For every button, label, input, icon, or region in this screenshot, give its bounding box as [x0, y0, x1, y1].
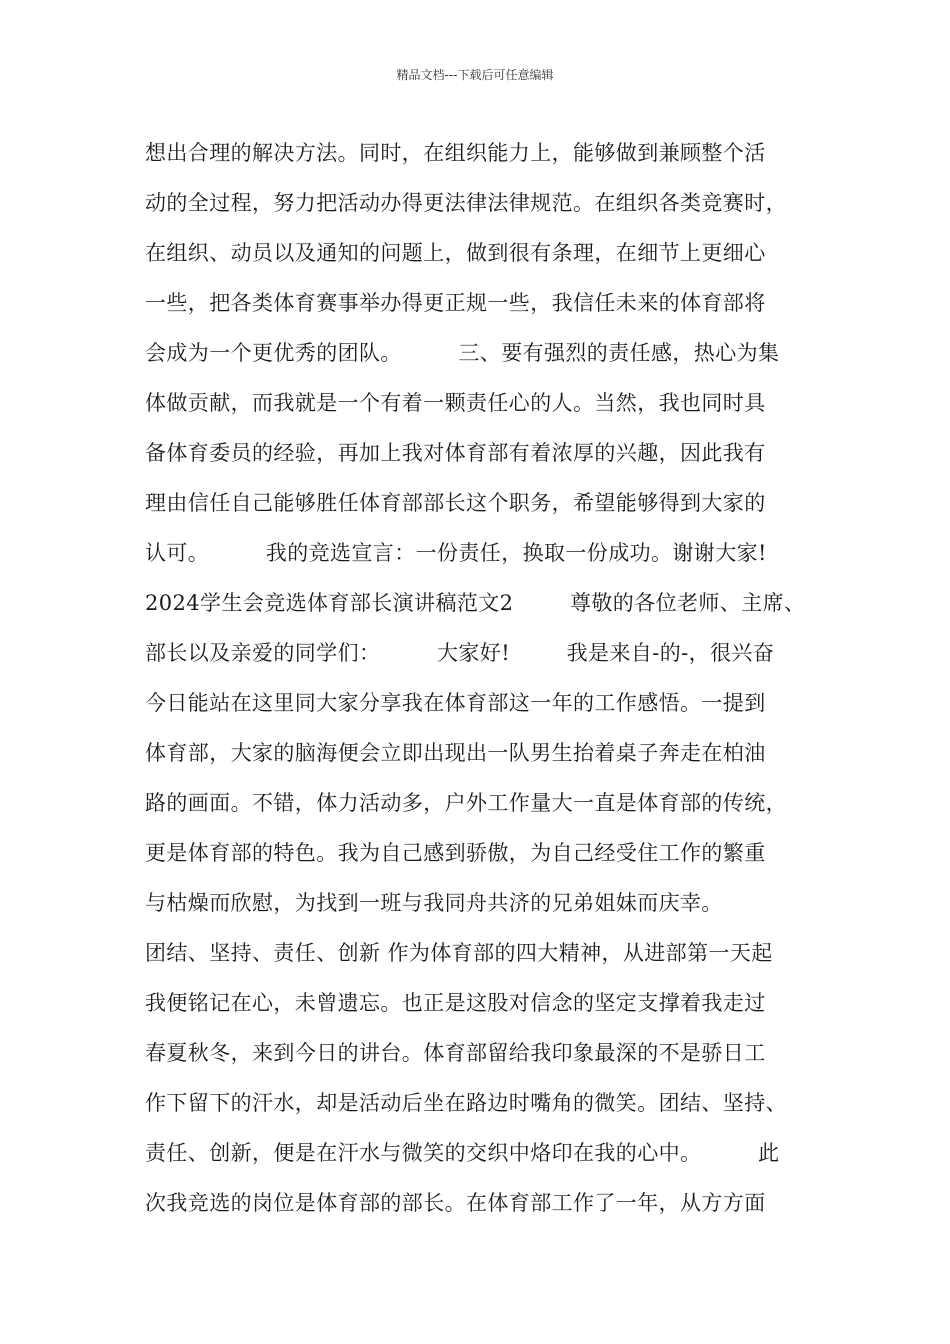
text-line: 动的全过程，努力把活动办得更法律法律规范。在组织各类竞赛时，	[145, 191, 787, 215]
text-line: 春夏秋冬，来到今日的讲台。体育部留给我印象最深的不是骄日工	[145, 1041, 766, 1065]
text-line: 会成为一个更优秀的团队。 三、要有强烈的责任感，热心为集	[145, 341, 780, 365]
text-line: 次我竞选的岗位是体育部的部长。在体育部工作了一年，从方方面	[145, 1191, 766, 1215]
text-line: 2024学生会竞选体育部长演讲稿范文2 尊敬的各位老师、主席、	[145, 591, 806, 615]
text-line: 理由信任自己能够胜任体育部部长这个职务，希望能够得到大家的	[145, 491, 766, 515]
text-line: 路的画面。不错，体力活动多，户外工作量大一直是体育部的传统，	[145, 791, 787, 815]
text-line: 我便铭记在心，未曾遗忘。也正是这股对信念的坚定支撑着我走过	[145, 991, 766, 1015]
text-line: 部长以及亲爱的同学们： 大家好! 我是来自-的-，很兴奋	[145, 641, 775, 665]
text-line: 体育部，大家的脑海便会立即出现出一队男生抬着桌子奔走在柏油	[145, 741, 766, 765]
text-line: 想出合理的解决方法。同时，在组织能力上，能够做到兼顾整个活	[145, 141, 766, 165]
text-line: 责任、创新，便是在汗水与微笑的交织中烙印在我的心中。 此	[145, 1141, 780, 1165]
text-line: 备体育委员的经验，再加上我对体育部有着浓厚的兴趣，因此我有	[145, 441, 766, 465]
text-line: 在组织、动员以及通知的问题上，做到很有条理，在细节上更细心	[145, 241, 766, 265]
text-line: 认可。 我的竞选宣言：一份责任，换取一份成功。谢谢大家!	[145, 541, 767, 565]
text-line: 体做贡献，而我就是一个有着一颗责任心的人。当然，我也同时具	[145, 391, 766, 415]
text-line: 一些，把各类体育赛事举办得更正规一些，我信任未来的体育部将	[145, 291, 766, 315]
text-line: 更是体育部的特色。我为自己感到骄傲，为自己经受住工作的繁重	[145, 841, 766, 865]
text-line: 今日能站在这里同大家分享我在体育部这一年的工作感悟。一提到	[145, 691, 766, 715]
document-body	[145, 128, 825, 1228]
text-line: 作下留下的汗水，却是活动后坐在路边时嘴角的微笑。团结、坚持、	[145, 1091, 787, 1115]
text-line: 团结、坚持、责任、创新 作为体育部的四大精神，从进部第一天起	[145, 941, 773, 965]
text-line: 与枯燥而欣慰，为找到一班与我同舟共济的兄弟姐妹而庆幸。	[145, 891, 723, 915]
page-header: 精品文档---下载后可任意编辑	[396, 68, 554, 82]
